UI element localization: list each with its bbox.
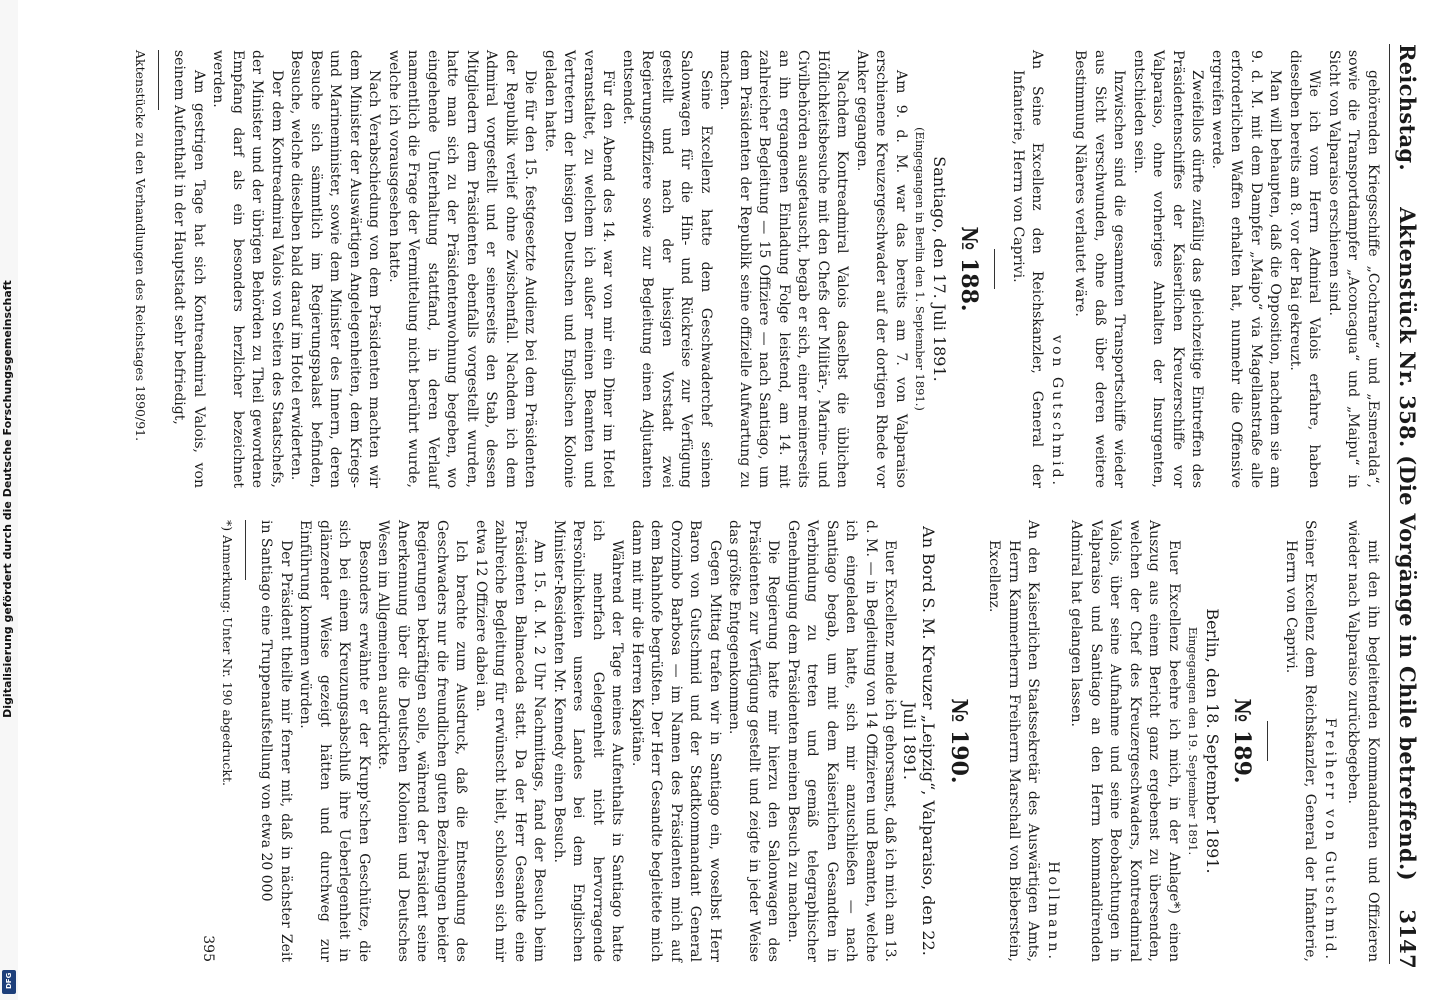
signature: Freiherr von Gutschmid. [1322,717,1338,962]
header-left: Reichstag. [1395,44,1420,171]
paragraph: Man will behaupten, daß die Opposition, nachdem sie am 9. d. M. mit dem Dampfer „Maipo“ via Magellanstraße alle erforderlichen Waffen erhalten hat, nunmehr die Offensive ergreifen werde. [1209,50,1284,488]
paragraph: Für den Abend des 14. war von mir ein Diner im Hotel veranstaltet, zu welchem ich außer meinen Beamten und Vertretern der hiesigen Deutschen und Englischen Kolonie geladen hatte. [542,50,617,488]
paragraph: Zweifellos dürfte zufällig das gleichzeitige Eintreffen des Präsidentenschiffes der Kaiserlichen Kreuzerschiffe vor Valparaiso, ohne vorheriges Anhalten der Insurgenten, entschieden sein. [1131,50,1206,488]
document-number: № 190. [946,698,972,784]
separator [995,249,996,289]
paragraph: Der Präsident theilte mir ferner mit, daß in nächster Zeit in Santiago eine Truppenaufstellung von etwa 20 000 [258,520,294,962]
paragraph: Wie ich vom Herrn Admiral Valois erfahre, haben dieselben bereits am 8. vor der Bai gekreuzt. [1287,50,1323,488]
paragraph: Seine Excellenz hatte dem Geschwaderchef seinen Salonwagen für die Hin- und Rückreise zur Verfügung gestellt und nach der hiesigen Vorstadt zwei Regierungsoffiziere sowie zur Begleitung einen Adjutanten entsendet. [620,50,714,488]
paragraph: Der dem Kontreadmiral Valois von Seiten des Staatschefs, der Minister und der übrigen Behörden zu Theil gewordene Empfang darf als ein besonders herzlicher bezeichnet werden. [210,50,285,488]
paragraph: Gegen Mittag trafen wir in Santiago ein, woselbst Herr Baron von Gutschmid und der Stadtkommandant General Orozimbo Barbosa — im Namen des Präsidenten mich auf dem Bahnhofe begrüßten. Der Herr Gesandte begleitete mich dann mit mir die Herren Kapitäne. [629,520,723,962]
paragraph: mit den ihn begleitenden Kommandanten und Offizieren wieder nach Valparaiso zurückbegeben. [1345,520,1381,962]
separator [1268,721,1269,761]
document-number: № 188. [956,226,983,312]
column-left [131,50,1383,488]
paragraph: gehörenden Kriegsschiffe „Cochrane“ und „Esmeralda“, sowie die Transportdampfer „Aconcagua“ und „Maipu“ in Sicht von Valparaiso erschienen sind. [1326,50,1381,488]
document-date: Santiago, den 17. Juli 1891. [930,156,949,382]
footer-note: Aktenstücke zu den Verhandlungen des Reichstages 1890/91. [133,50,148,442]
paragraph: Nachdem Kontreadmiral Valois daselbst die üblichen Höflichkeitsbesuche mit den Chefs der Militär-, Marine- und Civilbehörden ausgetauscht, begab er sich, einer meinerseits an ihn ergangenen Einladung Folge leistend, am 14. mit zahlreicher Begleitung — 15 Offiziere — nach Santiago, um dem Präsidenten der Republik seine offizielle Aufwartung zu machen. [717,50,851,488]
addressee: An Seine Excellenz den Reichskanzler, General der Infanterie, Herrn von Caprivi. [1010,50,1046,488]
paragraph: Nach Verabschiedung von dem Präsidenten machten wir dem Minister der Auswärtigen Angelegenheiten, dem Kriegs- und Marineminister, sowie dem Minister des Innern, deren Besuche sich sämmtlich im Regierungspalast befinden, Besuche, welche dieselben bald darauf im Hotel erwiderten. [288,50,383,488]
paragraph: Während der Tage meines Aufenthalts in Santiago hatte ich mehrfach Gelegenheit nicht hervorragende Persönlichkeiten unseres Landes bei dem Englischen Minister-Residenten Mr. Kennedy einen Besuch. [551,520,626,962]
sheet-number: 395 [200,935,217,962]
signature: Hollmann. [1045,861,1061,962]
paragraph: Am gestrigen Tage hat sich Kontreadmiral Valois, von seinem Aufenthalt in der Hauptstadt sehr befriedigt, [171,50,207,488]
addressee: An den Kaiserlichen Staatssekretär des Auswärtigen Amts, Herrn Kammerherrn Freiherrn Marschall von Bieberstein, Excellenz. [986,520,1042,962]
column-right [198,520,1382,962]
dfg-funding-note: Digitalisierung gefördert durch die Deutsche Forschungsgemeinschaft [1,280,14,718]
document-date: Berlin, den 18. September 1891. [1203,608,1222,874]
paragraph: Euer Excellenz melde ich gehorsamst, daß ich mich am 13. d. M. — in Begleitung von 14 Offizieren und Beamten, welche ich eingeladen hatte, sich mir anzuschließen — nach Santiago begab, um mit dem Kaiserlichen Gesandten in Verbindung zu treten und gemäß telegraphischer Genehmigung dem Präsidenten meinen Besuch zu machen. [785,520,899,962]
paragraph: Ich brachte zum Ausdruck, daß die Entsendung des Geschwaders nur die freundlichen guten Beziehungen beider Regierungen bekräftigen solle, während der Präsident seine Anerkennung über die Deutschen Kolonien und Deutsches Wesen im Allgemeinen ausdrückte. [375,520,470,962]
header-title: Aktenstück Nr. 358. (Die Vorgänge in Chile betreffend.) [1395,207,1420,881]
paragraph: Am 9. d. M. war das bereits am 7. von Valparaiso erschienene Kreuzergeschwader auf der dortigen Rhede vor Anker gegangen. [854,50,909,488]
paragraph: Die Regierung hatte mir hierzu den Salonwagen des Präsidenten zur Verfügung gestellt und zeigte in jeder Weise das größte Entgegenkommen. [726,520,782,962]
signature: von Gutschmid. [1049,335,1065,488]
paragraph: Am 15. d. M. 2 Uhr Nachmittags, fand der Besuch beim Präsidenten Balmaceda statt. Da der Herr Gesandte eine zahlreiche Begleitung für erwünscht hielt, schlossen sich mir etwa 12 Offiziere dabei an. [473,520,548,962]
footnote-rule [245,520,246,580]
paragraph: Euer Excellenz beehre ich mich, in der Anlage*) einen Auszug aus einem Bericht ganz ergebenst zu übersenden, welchen der Chef des Kreuzergeschwaders, Kontreadmiral Valois, über seine Aufnahme und seine Beobachtungen in Valparaiso und Santiago an den Herrn kommandirenden Admiral hat gelangen lassen. [1068,520,1182,962]
header-rule [1389,44,1390,964]
page-number: 3147 [1395,909,1420,969]
page-header [1388,44,1424,969]
received-note: Eingegangen den 19. September 1891. [1186,626,1201,856]
paragraph: Besonders erwähnte er der Krupp'schen Geschütze, die sich bei einem Kreuzungsabschluß ihre Ueberlegenheit in glänzender Weise gezeigt hätten und durchweg zur Einführung kommen würden. [297,520,372,962]
paragraph: Die für den 15. festgesetzte Audienz bei dem Präsidenten der Republik verlief ohne Zwischenfall. Nachdem ich dem Admiral vorgestellt und er seinerseits den Stab, dessen Mitgliedern dem Präsidenten ebenfalls vorgestellt wurden, hatte man sich zu der Präsidentenwohnung begeben, wo eingehende Unterhaltung stattfand, in deren Verlauf namentlich die Frage der Vermittelung nicht berührt wurde, welche ich vorausgesehen hatte. [386,50,539,488]
received-note: (Eingegangen in Berlin den 1. September 1891.) [913,127,928,411]
dfg-logo-text: DFG [5,972,13,989]
footer-rule [158,50,159,110]
paragraph: Inzwischen sind die gesammten Transportschiffe wieder aus Sicht verschwunden, ohne daß über deren weitere Bestimmung Näheres verlautet wäre. [1072,50,1128,488]
document-date: An Bord S. M. Kreuzer „Leipzig“, Valparaiso, den 22. Juli 1891. [900,526,939,956]
footnote: *) Anmerkung: Unter Nr. 190 abgedruckt. [220,520,235,786]
addressee: Seiner Excellenz dem Reichskanzler, General der Infanterie, Herrn von Caprivi. [1283,520,1319,962]
document-number: № 189. [1229,698,1256,784]
